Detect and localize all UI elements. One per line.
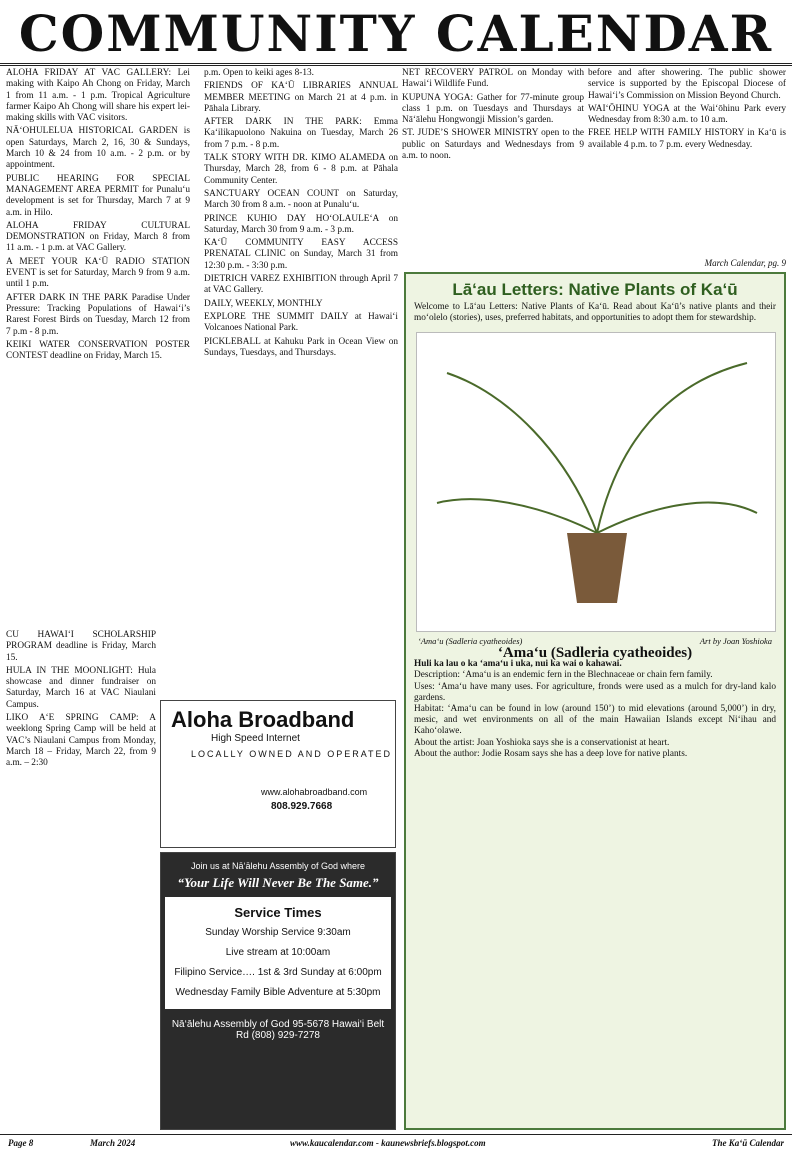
proverb: Huli ka lau o ka ‘ama‘u i uka, nui ka wai o kahawai. <box>414 659 622 670</box>
footer <box>0 1134 792 1152</box>
calendar-item: KEIKI WATER CONSERVATION POSTER CONTEST deadline on Friday, March 15. <box>6 339 190 362</box>
uses: Uses: ‘Ama‘u have many uses. For agriculture, fronds were used as a mulch for dry-land kalo gardens. <box>414 681 776 703</box>
feature-intro: Welcome to Lā‘au Letters: Native Plants of Ka‘ū. Read about Ka‘ū’s native plants and their mo‘olelo (stories), uses, preferred habitats, and opportunities to adopt them for stewardship. <box>414 302 776 323</box>
calendar-item: EXPLORE THE SUMMIT DAILY at Hawai‘i Volcanoes National Park. <box>204 311 398 334</box>
about-author: About the author: Jodie Rosam says she has a deep love for native plants. <box>414 748 688 759</box>
fern-illustration <box>416 332 776 632</box>
feature-box <box>404 272 786 1130</box>
calendar-item: HULA IN THE MOONLIGHT: Hula showcase and dinner fundraiser on Saturday, March 16 at VAC Niaulani Campus. <box>6 665 156 710</box>
calendar-item: TALK STORY WITH DR. KIMO ALAMEDA on Thursday, March 28, from 6 - 8 p.m. at Pāhala Community Center. <box>204 153 398 186</box>
aloha-broadband-ad <box>160 700 396 848</box>
calendar-item: WAI‘ŌHINU YOGA at the Wai‘ōhinu Park every Wednesday from 8:30 a.m. to 10 a.m. <box>588 103 786 126</box>
calendar-item: DIETRICH VAREZ EXHIBITION through April 7 at VAC Gallery. <box>204 274 398 296</box>
calendar-item: AFTER DARK IN THE PARK Paradise Under Pressure: Tracking Populations of Hawai‘i’s Rarest Forest Birds on Tuesday, March 12 from 7 p.m - 8 p.m. <box>6 292 190 337</box>
article <box>406 645 784 760</box>
calendar-item: PICKLEBALL at Kahuku Park in Ocean View on Sundays, Tuesdays, and Thursdays. <box>204 336 398 358</box>
column-4 <box>588 68 786 258</box>
habitat: Habitat: ‘Ama‘u can be found in low (around 150’) to mid elevations (around 5,000’) in dry, mesic, and wet environments on all of the main Hawaiian Islands except Ni‘ihau and Kaho‘olawe. <box>414 704 776 737</box>
about-artist: About the artist: Joan Yoshioka says she is a conservationist at heart. <box>414 737 670 748</box>
church-ad <box>160 852 396 1130</box>
calendar-item: PUBLIC HEARING FOR SPECIAL MANAGEMENT AREA PERMIT for Punalu‘u development is set for Thursday, March 7 at 9 a.m. in Hilo. <box>6 173 190 218</box>
page-title: COMMUNITY CALENDAR <box>18 4 774 63</box>
art-credit: Art by Joan Yoshioka <box>699 636 772 646</box>
continued-note: March Calendar, pg. 9 <box>704 258 786 268</box>
image-caption: ‘Ama‘u (Sadleria cyatheoides) <box>418 636 523 646</box>
calendar-item: CU HAWAI‘I SCHOLARSHIP PROGRAM deadline is Friday, March 15. <box>6 630 156 663</box>
feature-title: Lā‘au Letters: Native Plants of Ka‘ū <box>452 280 738 299</box>
calendar-item: PRINCE KUHIO DAY HO‘OLAULE‘A on Saturday, March 30 from 9 a.m. - 3 p.m. <box>204 213 398 235</box>
ad2-l4: Wednesday Family Bible Adventure at 5:30pm <box>175 987 381 998</box>
calendar-item: ST. JUDE’S SHOWER MINISTRY open to the public on Saturdays and Wednesdays from 9 a.m. to noon. <box>402 128 584 162</box>
ad-tag: LOCALLY OWNED AND OPERATED <box>191 749 393 759</box>
calendar-item: A MEET YOUR KA‘Ū RADIO STATION EVENT is set for Saturday, March 9 from 9 a.m. until 1 p.m. <box>6 256 190 290</box>
ad-phone: 808.929.7668 <box>271 801 333 812</box>
ad-name: Aloha Broadband <box>171 707 355 732</box>
calendar-item: KUPUNA YOGA: Gather for 77-minute group class 1 p.m. on Tuesdays and Thursdays at Nā‘ālehu Hongwongji Mission’s garden. <box>402 92 584 126</box>
calendar-item: KA‘Ū COMMUNITY EASY ACCESS PRENATAL CLINIC on Sunday, March 31 from 12:30 p.m. - 3:30 p.m. <box>204 238 398 271</box>
calendar-item: FREE HELP WITH FAMILY HISTORY in Ka‘ū is available 4 p.m. to 7 p.m. every Wednesday. <box>588 128 786 150</box>
footer-pub: The Ka‘ū Calendar <box>711 1138 784 1148</box>
calendar-item: ALOHA FRIDAY CULTURAL DEMONSTRATION on Friday, March 8 from 11 a.m. - 1 p.m. at VAC Gallery. <box>6 220 190 254</box>
ad2-addr: Nā‘ālehu Assembly of God 95-5678 Hawai‘i Belt Rd (808) 929-7278 <box>171 1019 385 1041</box>
footer-web[interactable]: www.kaucalendar.com - kaunewsbriefs.blogspot.com <box>290 1138 486 1148</box>
article-title: ‘Ama‘u (Sadleria cyatheoides) <box>497 645 693 661</box>
ad2-l3: Filipino Service…. 1st & 3rd Sunday at 6:00pm <box>174 967 382 978</box>
calendar-item: LIKO A‘E SPRING CAMP: A weeklong Spring Camp will be held at VAC’s Niaulani Campus from Monday, March 18 – Friday, March 22, from 9 a.m. – 2:30 <box>6 713 156 769</box>
calendar-item: FRIENDS OF KA‘Ū LIBRARIES ANNUAL MEMBER MEETING on March 21 at 4 p.m. in Pāhala Library. <box>204 81 398 114</box>
ad2-head: Service Times <box>234 905 322 920</box>
calendar-item: SANCTUARY OCEAN COUNT on Saturday, March 30 from 8 a.m. - noon at Punalu‘u. <box>204 188 398 211</box>
column-1b <box>6 630 156 1130</box>
calendar-item: AFTER DARK IN THE PARK: Emma Ka‘ilikapuolono Nakuina on Tuesday, March 26 from 7 p.m. - 8 p.m. <box>204 117 398 150</box>
ad-sub: High Speed Internet <box>211 733 300 744</box>
column-2 <box>204 68 398 668</box>
description: Description: ‘Ama‘u is an endemic fern in the Blechnaceae or chain fern family. <box>414 670 713 681</box>
column-1 <box>6 68 190 628</box>
column-3 <box>402 68 584 258</box>
calendar-item: NET RECOVERY PATROL on Monday with Hawai‘i Wildlife Fund. <box>402 68 584 90</box>
calendar-item: ALOHA FRIDAY AT VAC GALLERY: Lei making with Kaipo Ah Chong on Friday, March 1 from 11 a.m. - 1 p.m. Tropical Agriculture farmer Kaipo Ah Chong will share his expert lei-making skills with VAC visitors. <box>6 68 190 124</box>
ad2-join: Join us at Nā‘ālehu Assembly of God where <box>190 861 366 871</box>
calendar-item: NĀ‘OHULELUA HISTORICAL GARDEN is open Saturdays, March 2, 16, 30 & Sundays, March 10 & 24 from 10 a.m. - 2 p.m. or by appointment. <box>6 126 190 171</box>
ad-web[interactable]: www.alohabroadband.com <box>261 787 368 797</box>
masthead <box>0 0 792 66</box>
calendar-item: DAILY, WEEKLY, MONTHLY <box>204 298 323 309</box>
ad2-l2: Live stream at 10:00am <box>225 947 331 958</box>
calendar-item: p.m. Open to keiki ages 8-13. <box>204 68 314 78</box>
page-number: Page 8 <box>8 1138 34 1148</box>
ad2-motto: “Your Life Will Never Be The Same.” <box>177 875 379 890</box>
footer-month: March 2024 <box>90 1138 136 1148</box>
ad2-l1: Sunday Worship Service 9:30am <box>205 927 351 938</box>
calendar-item: before and after showering. The public shower service is supported by the Episcopal Diocese of Hawai‘i’s Commission on Mission Beyond Church. <box>588 68 786 101</box>
